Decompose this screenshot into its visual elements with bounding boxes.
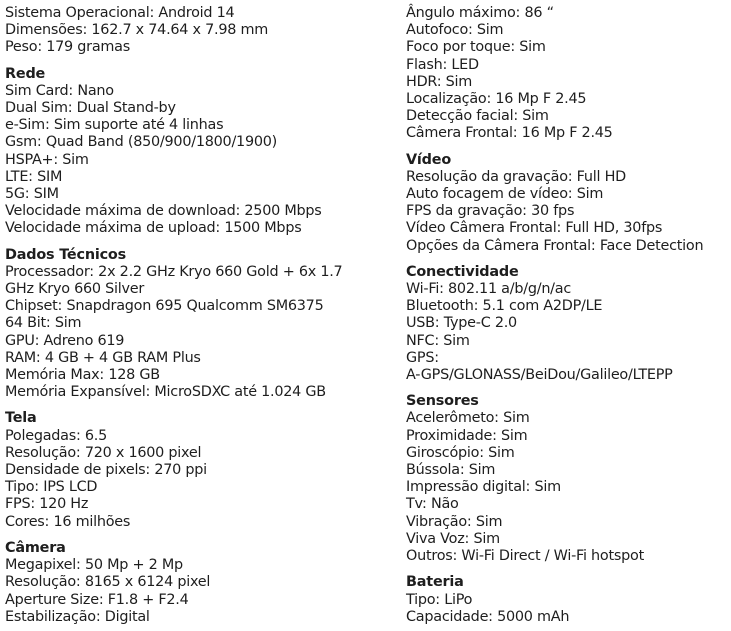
spec-line: e-Sim: Sim suporte até 4 linhas: [5, 117, 224, 134]
spec-line: Gsm: Quad Band (850/900/1800/1900): [5, 134, 278, 151]
spec-line: USB: Type-C 2.0: [406, 315, 517, 332]
spec-line: Estabilização: Digital: [5, 608, 150, 625]
section-title: Conectividade: [406, 263, 519, 280]
spec-line: 64 Bit: Sim: [5, 315, 82, 332]
spec-line: Polegadas: 6.5: [5, 427, 108, 444]
spec-line: NFC: Sim: [406, 332, 470, 349]
spec-line: Megapixel: 50 Mp + 2 Mp: [5, 557, 183, 574]
spec-line: Tipo: IPS LCD: [5, 479, 98, 496]
spec-line: HSPA+: Sim: [5, 151, 89, 168]
spec-line: Autofoco: Sim: [406, 22, 504, 39]
section-dados-tecnicos: [5, 247, 397, 402]
spec-line: Giroscópio: Sim: [406, 444, 515, 461]
spec-line: Velocidade máxima de download: 2500 Mbps: [5, 203, 322, 220]
section-sensores: [406, 393, 731, 565]
section-rede: [5, 66, 397, 238]
section-conectividade: [406, 264, 731, 384]
spec-line: 5G: SIM: [5, 186, 59, 203]
section-tela: [5, 410, 397, 530]
spec-line: Memória Max: 128 GB: [5, 367, 160, 384]
spec-line: A-GPS/GLONASS/BeiDou/Galileo/LTEPP: [406, 367, 673, 384]
spec-line: Flash: LED: [406, 56, 479, 73]
spec-line: Cores: 16 milhões: [5, 513, 131, 530]
spec-line: GHz Kryo 660 Silver: [5, 281, 145, 298]
spec-line: GPU: Adreno 619: [5, 332, 125, 349]
spec-line: Dual Sim: Dual Stand-by: [5, 100, 176, 117]
spec-line: Bluetooth: 5.1 com A2DP/LE: [406, 298, 603, 315]
section-video: [406, 152, 731, 255]
spec-line: Sim Card: Nano: [5, 82, 114, 99]
section-camera: [5, 540, 397, 626]
spec-line: Acelerômeto: Sim: [406, 410, 530, 427]
section-title: Câmera: [5, 539, 66, 556]
spec-line: HDR: Sim: [406, 73, 473, 90]
spec-line: Resolução da gravação: Full HD: [406, 168, 627, 185]
spec-line: Tv: Não: [406, 496, 459, 513]
spec-line: Bússola: Sim: [406, 462, 496, 479]
spec-line: RAM: 4 GB + 4 GB RAM Plus: [5, 349, 201, 366]
spec-line: Localização: 16 Mp F 2.45: [406, 91, 587, 108]
spec-line: GPS:: [406, 349, 439, 366]
spec-line: Vídeo Câmera Frontal: Full HD, 30fps: [406, 220, 663, 237]
spec-line: Detecção facial: Sim: [406, 108, 549, 125]
section-title: Bateria: [406, 574, 464, 591]
spec-line: Tipo: LiPo: [406, 591, 473, 608]
spec-line: Auto focagem de vídeo: Sim: [406, 186, 604, 203]
spec-line: Resolução: 720 x 1600 pixel: [5, 444, 202, 461]
spec-line: Foco por toque: Sim: [406, 39, 546, 56]
spec-line: Câmera Frontal: 16 Mp F 2.45: [406, 125, 613, 142]
specs-column-right: [406, 5, 731, 626]
spec-line: Outros: Wi-Fi Direct / Wi-Fi hotspot: [406, 548, 644, 565]
spec-line: Aperture Size: F1.8 + F2.4: [5, 591, 189, 608]
spec-line: FPS: 120 Hz: [5, 496, 89, 513]
spec-line: Proximidade: Sim: [406, 427, 528, 444]
spec-line: Resolução: 8165 x 6124 pixel: [5, 574, 211, 591]
spec-line: Chipset: Snapdragon 695 Qualcomm SM6375: [5, 298, 324, 315]
section-title: Sensores: [406, 393, 479, 410]
spec-line: Vibração: Sim: [406, 513, 503, 530]
spec-line: Densidade de pixels: 270 ppi: [5, 462, 207, 479]
section-intro: [5, 5, 397, 57]
spec-line: Capacidade: 5000 mAh: [406, 608, 570, 625]
spec-line: Peso: 179 gramas: [5, 39, 130, 56]
section-title: Vídeo: [406, 151, 452, 168]
section-title: Dados Técnicos: [5, 246, 126, 263]
spec-line: FPS da gravação: 30 fps: [406, 203, 575, 220]
spec-line: LTE: SIM: [5, 168, 63, 185]
spec-line: Memória Expansível: MicroSDXC até 1.024 GB: [5, 384, 326, 401]
section-intro: [406, 5, 731, 143]
spec-line: Sistema Operacional: Android 14: [5, 5, 235, 21]
spec-line: Ângulo máximo: 86 “: [406, 5, 554, 21]
section-bateria: [406, 574, 731, 626]
section-title: Tela: [5, 410, 37, 427]
spec-line: Viva Voz: Sim: [406, 530, 500, 547]
spec-line: Velocidade máxima de upload: 1500 Mbps: [5, 220, 302, 237]
specs-column-left: [5, 5, 397, 626]
section-title: Rede: [5, 65, 46, 82]
spec-line: Processador: 2x 2.2 GHz Kryo 660 Gold + 6x 1.7: [5, 263, 343, 280]
spec-line: Dimensões: 162.7 x 74.64 x 7.98 mm: [5, 22, 269, 39]
spec-line: Opções da Câmera Frontal: Face Detection: [406, 237, 704, 254]
spec-line: Impressão digital: Sim: [406, 479, 561, 496]
spec-line: Wi-Fi: 802.11 a/b/g/n/ac: [406, 281, 572, 298]
